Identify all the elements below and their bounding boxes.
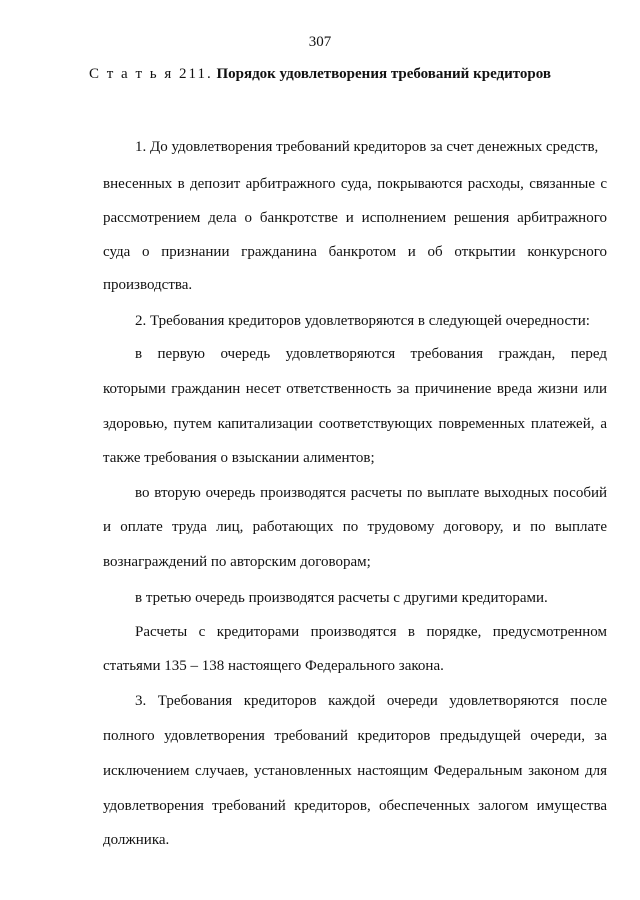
- second-priority-line-2: и оплате труда лиц, работающих по трудовому договору, и по выплате: [103, 519, 607, 535]
- settlement-line-1: Расчеты с кредиторами производятся в порядке, предусмотренном: [135, 624, 607, 640]
- article-label: С т а т ь я 211.: [88, 66, 213, 82]
- paragraph-1-line-5: производства.: [103, 277, 193, 293]
- settlement-line-2: статьями 135 – 138 настоящего Федерального закона.: [103, 658, 444, 674]
- third-priority-line-1: в третью очередь производятся расчеты с другими кредиторами.: [135, 590, 548, 606]
- paragraph-1-line-4: суда о признании гражданина банкротом и об открытии конкурсного: [103, 244, 607, 260]
- paragraph-3-line-3: исключением случаев, установленных настоящим Федеральным законом для: [103, 763, 607, 779]
- second-priority-line-3: вознаграждений по авторским договорам;: [103, 554, 371, 570]
- first-priority-line-2: которыми гражданин несет ответственность за причинение вреда жизни или: [103, 381, 607, 397]
- first-priority-line-3: здоровью, путем капитализации соответствующих повременных платежей, а: [103, 416, 607, 432]
- paragraph-3-line-2: полного удовлетворения требований кредиторов предыдущей очереди, за: [103, 728, 607, 744]
- page-number: 307: [308, 34, 332, 50]
- paragraph-1-line-3: рассмотрением дела о банкротстве и исполнением решения арбитражного: [103, 210, 607, 226]
- paragraph-3-line-4: удовлетворения требований кредиторов, обеспеченных залогом имущества: [103, 798, 607, 814]
- paragraph-1-line-1: 1. До удовлетворения требований кредиторов за счет денежных средств,: [135, 139, 599, 155]
- paragraph-3-line-1: 3. Требования кредиторов каждой очереди удовлетворяются после: [135, 693, 607, 709]
- second-priority-line-1: во вторую очередь производятся расчеты по выплате выходных пособий: [135, 485, 607, 501]
- first-priority-line-1: в первую очередь удовлетворяются требования граждан, перед: [135, 346, 607, 362]
- article-title: [0, 66, 640, 83]
- paragraph-3-line-5: должника.: [103, 832, 170, 848]
- paragraph-1-line-2: внесенных в депозит арбитражного суда, покрываются расходы, связанные с: [103, 176, 607, 192]
- paragraph-2-line-1: 2. Требования кредиторов удовлетворяются в следующей очередности:: [135, 313, 590, 329]
- article-heading: Порядок удовлетворения требований кредиторов: [216, 66, 551, 82]
- first-priority-line-4: также требования о взыскании алиментов;: [103, 450, 375, 466]
